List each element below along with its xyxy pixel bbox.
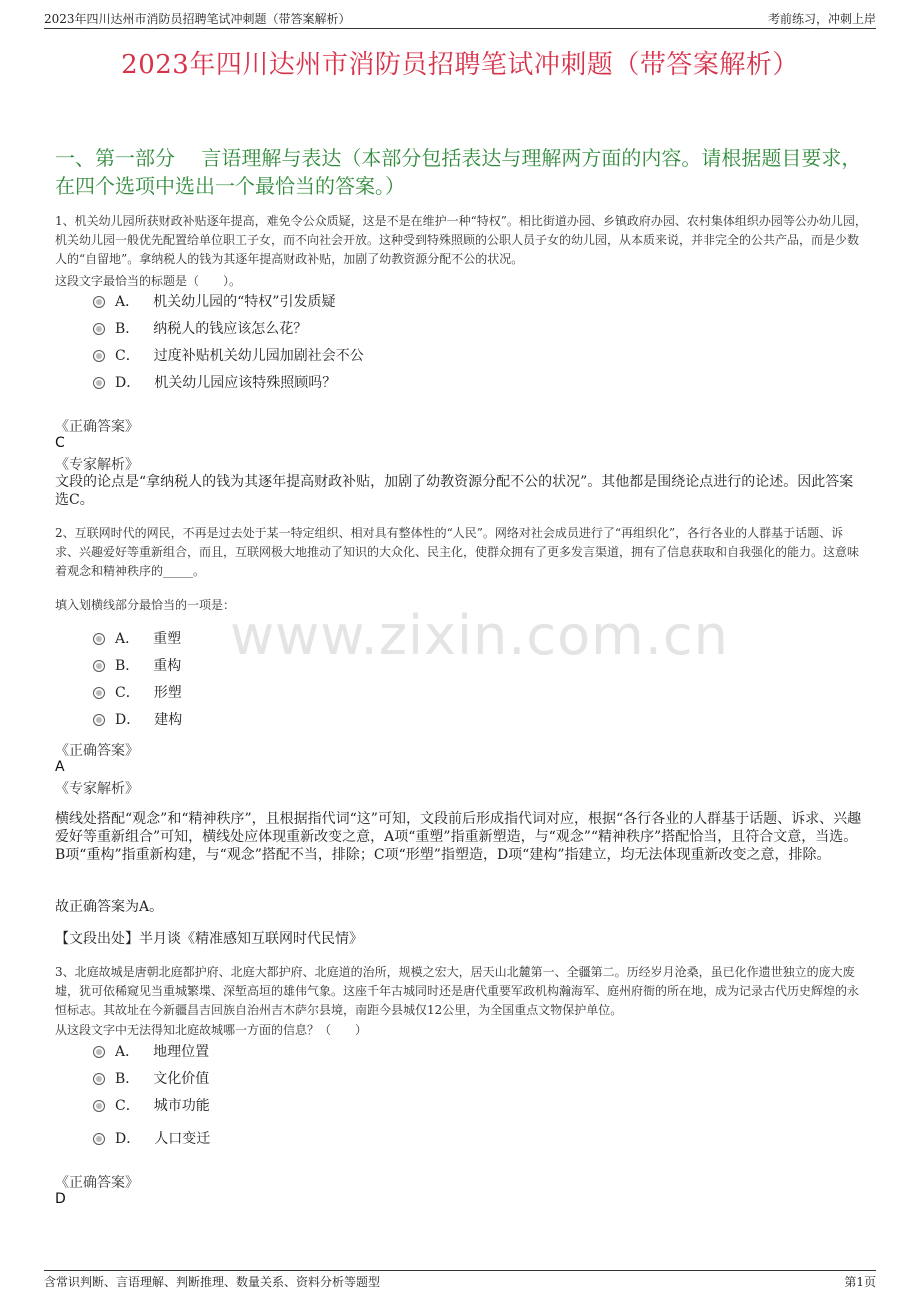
option-text: 形塑 bbox=[153, 685, 182, 701]
q1-option-a[interactable] bbox=[93, 293, 335, 311]
radio-icon[interactable] bbox=[93, 633, 105, 645]
q2-analysis-label: 《专家解析》 bbox=[55, 781, 139, 797]
option-key: B． bbox=[115, 658, 140, 674]
q1-option-d[interactable] bbox=[93, 374, 336, 392]
option-key: C． bbox=[115, 685, 140, 701]
q3-option-c[interactable] bbox=[93, 1097, 210, 1115]
option-text: 机关幼儿园的“特权”引发质疑 bbox=[153, 294, 336, 310]
option-text: 纳税人的钱应该怎么花？ bbox=[153, 321, 308, 337]
page-title: 2023年四川达州市消防员招聘笔试冲刺题（带答案解析） bbox=[121, 50, 799, 80]
page-number: 第1页 bbox=[844, 1275, 876, 1289]
watermark: www.zixin.com.cn bbox=[230, 604, 729, 667]
q2-answer-label: 《正确答案》 bbox=[55, 743, 139, 759]
radio-icon[interactable] bbox=[93, 660, 105, 672]
option-key: B． bbox=[115, 1071, 140, 1087]
option-text: 文化价值 bbox=[153, 1071, 210, 1087]
q3-option-b[interactable] bbox=[93, 1070, 209, 1088]
q1-question: 这段文字最恰当的标题是（ ）。 bbox=[55, 274, 242, 288]
q3-answer-label: 《正确答案》 bbox=[55, 1175, 139, 1191]
q3-answer: D bbox=[55, 1191, 66, 1207]
radio-icon[interactable] bbox=[93, 1100, 105, 1112]
q3-option-d[interactable] bbox=[93, 1130, 210, 1148]
option-key: D． bbox=[115, 1131, 141, 1147]
q2-answer: A bbox=[55, 759, 65, 775]
option-text: 人口变迁 bbox=[154, 1131, 211, 1147]
q1-answer: C bbox=[55, 435, 65, 451]
page-footer bbox=[44, 1270, 876, 1291]
option-key: C． bbox=[115, 348, 140, 364]
q2-question: 填入划横线部分最恰当的一项是： bbox=[55, 598, 236, 612]
radio-icon[interactable] bbox=[93, 687, 105, 699]
q1-stem: 1、机关幼儿园所获财政补贴逐年提高，难免令公众质疑，这是不是在维护一种“特权”。相比街道办园、乡镇政府办园、农村集体组织办园等公办幼儿园，机关幼儿园一般优先配置给单位职工子女，而不向社会开放。这种受到特殊照顾的公职人员子女的幼儿园，从本质来说，并非完全的公共产品，而是少数人的“自留地”。拿纳税人的钱为其逐年提高财政补贴，加剧了幼教资源分配不公的状况。 bbox=[55, 214, 867, 266]
q1-option-b[interactable] bbox=[93, 320, 307, 338]
q2-option-c[interactable] bbox=[93, 684, 182, 702]
q2-analysis: 横线处搭配“观念”和“精神秩序”，且根据指代词“这”可知，文段前后形成指代词对应，根据“各行各业的人群基于话题、诉求、兴趣爱好等重新组合”可知，横线处应体现重新改变之意，A项“重塑”指重新塑造，与“观念”“精神秩序”搭配恰当，且符合文意，当选。B项“重构”指重新构建，与“观念”搭配不当，排除；C项“形塑”指塑造，D项“建构”指建立，均无法体现重新改变之意，排除。 bbox=[55, 811, 862, 863]
radio-icon[interactable] bbox=[93, 1133, 105, 1145]
option-text: 重构 bbox=[153, 658, 182, 674]
option-text: 建构 bbox=[154, 712, 183, 728]
option-key: D． bbox=[115, 712, 141, 728]
radio-icon[interactable] bbox=[93, 1046, 105, 1058]
q3-question: 从这段文字中无法得知北庭故城哪一方面的信息？（ ） bbox=[55, 1023, 368, 1037]
header-slogan: 考前练习，冲刺上岸 bbox=[767, 12, 876, 26]
option-text: 机关幼儿园应该特殊照顾吗？ bbox=[154, 375, 337, 391]
q2-conclusion: 故正确答案为A。 bbox=[55, 899, 164, 915]
option-key: D． bbox=[115, 375, 141, 391]
q2-option-a[interactable] bbox=[93, 630, 181, 648]
q1-analysis-label: 《专家解析》 bbox=[55, 457, 139, 473]
q1-answer-label: 《正确答案》 bbox=[55, 419, 139, 435]
option-key: A． bbox=[115, 1044, 140, 1060]
option-key: A． bbox=[115, 631, 140, 647]
option-key: C． bbox=[115, 1098, 140, 1114]
q2-stem: 2、互联网时代的网民，不再是过去处于某一特定组织、相对具有整体性的“人民”。网络对社会成员进行了“再组织化”，各行各业的人群基于话题、诉求、兴趣爱好等重新组合，而且，互联网极大地推动了知识的大众化、民主化，使群众拥有了更多发言渠道，拥有了信息获取和自我强化的能力。这意味着观念和精神秩序的_____。 bbox=[55, 526, 860, 578]
option-text: 地理位置 bbox=[153, 1044, 210, 1060]
radio-icon[interactable] bbox=[93, 350, 105, 362]
q1-option-c[interactable] bbox=[93, 347, 364, 365]
option-text: 城市功能 bbox=[153, 1098, 210, 1114]
radio-icon[interactable] bbox=[93, 296, 105, 308]
radio-icon[interactable] bbox=[93, 377, 105, 389]
footer-topics: 含常识判断、言语理解、判断推理、数量关系、资料分析等题型 bbox=[44, 1275, 381, 1289]
option-key: B． bbox=[115, 321, 140, 337]
radio-icon[interactable] bbox=[93, 714, 105, 726]
q3-option-a[interactable] bbox=[93, 1043, 209, 1061]
radio-icon[interactable] bbox=[93, 1073, 105, 1085]
section-heading: 一、第一部分 言语理解与表达（本部分包括表达与理解两方面的内容。请根据题目要求，在四个选项中选出一个最恰当的答案。） bbox=[55, 146, 862, 198]
q1-analysis: 文段的论点是“拿纳税人的钱为其逐年提高财政补贴，加剧了幼教资源分配不公的状况”。其他都是围绕论点进行的论述。因此答案选C。 bbox=[55, 474, 854, 508]
q2-option-d[interactable] bbox=[93, 711, 182, 729]
header-doc-title: 2023年四川达州市消防员招聘笔试冲刺题（带答案解析） bbox=[44, 12, 351, 26]
page-header bbox=[44, 8, 876, 29]
q2-option-b[interactable] bbox=[93, 657, 181, 675]
option-text: 重塑 bbox=[153, 631, 182, 647]
radio-icon[interactable] bbox=[93, 323, 105, 335]
q2-source: 【文段出处】半月谈《精准感知互联网时代民情》 bbox=[55, 931, 363, 947]
option-text: 过度补贴机关幼儿园加剧社会不公 bbox=[153, 348, 364, 364]
option-key: A． bbox=[115, 294, 140, 310]
q3-stem: 3、北庭故城是唐朝北庭都护府、北庭大都护府、北庭道的治所，规模之宏大，居天山北麓第一、全疆第二。历经岁月沧桑，虽已化作遗世独立的庞大废墟，犹可依稀窥见当重城繁堞、深堑高垣的雄伟气象。这座千年古城同时还是唐代重要军政机构瀚海军、庭州府衙的所在地，成为记录古代历史辉煌的永恒标志。其故址在今新疆昌吉回族自治州吉木萨尔县境，南距今县城仅12公里，为全国重点文物保护单位。 bbox=[55, 965, 860, 1017]
